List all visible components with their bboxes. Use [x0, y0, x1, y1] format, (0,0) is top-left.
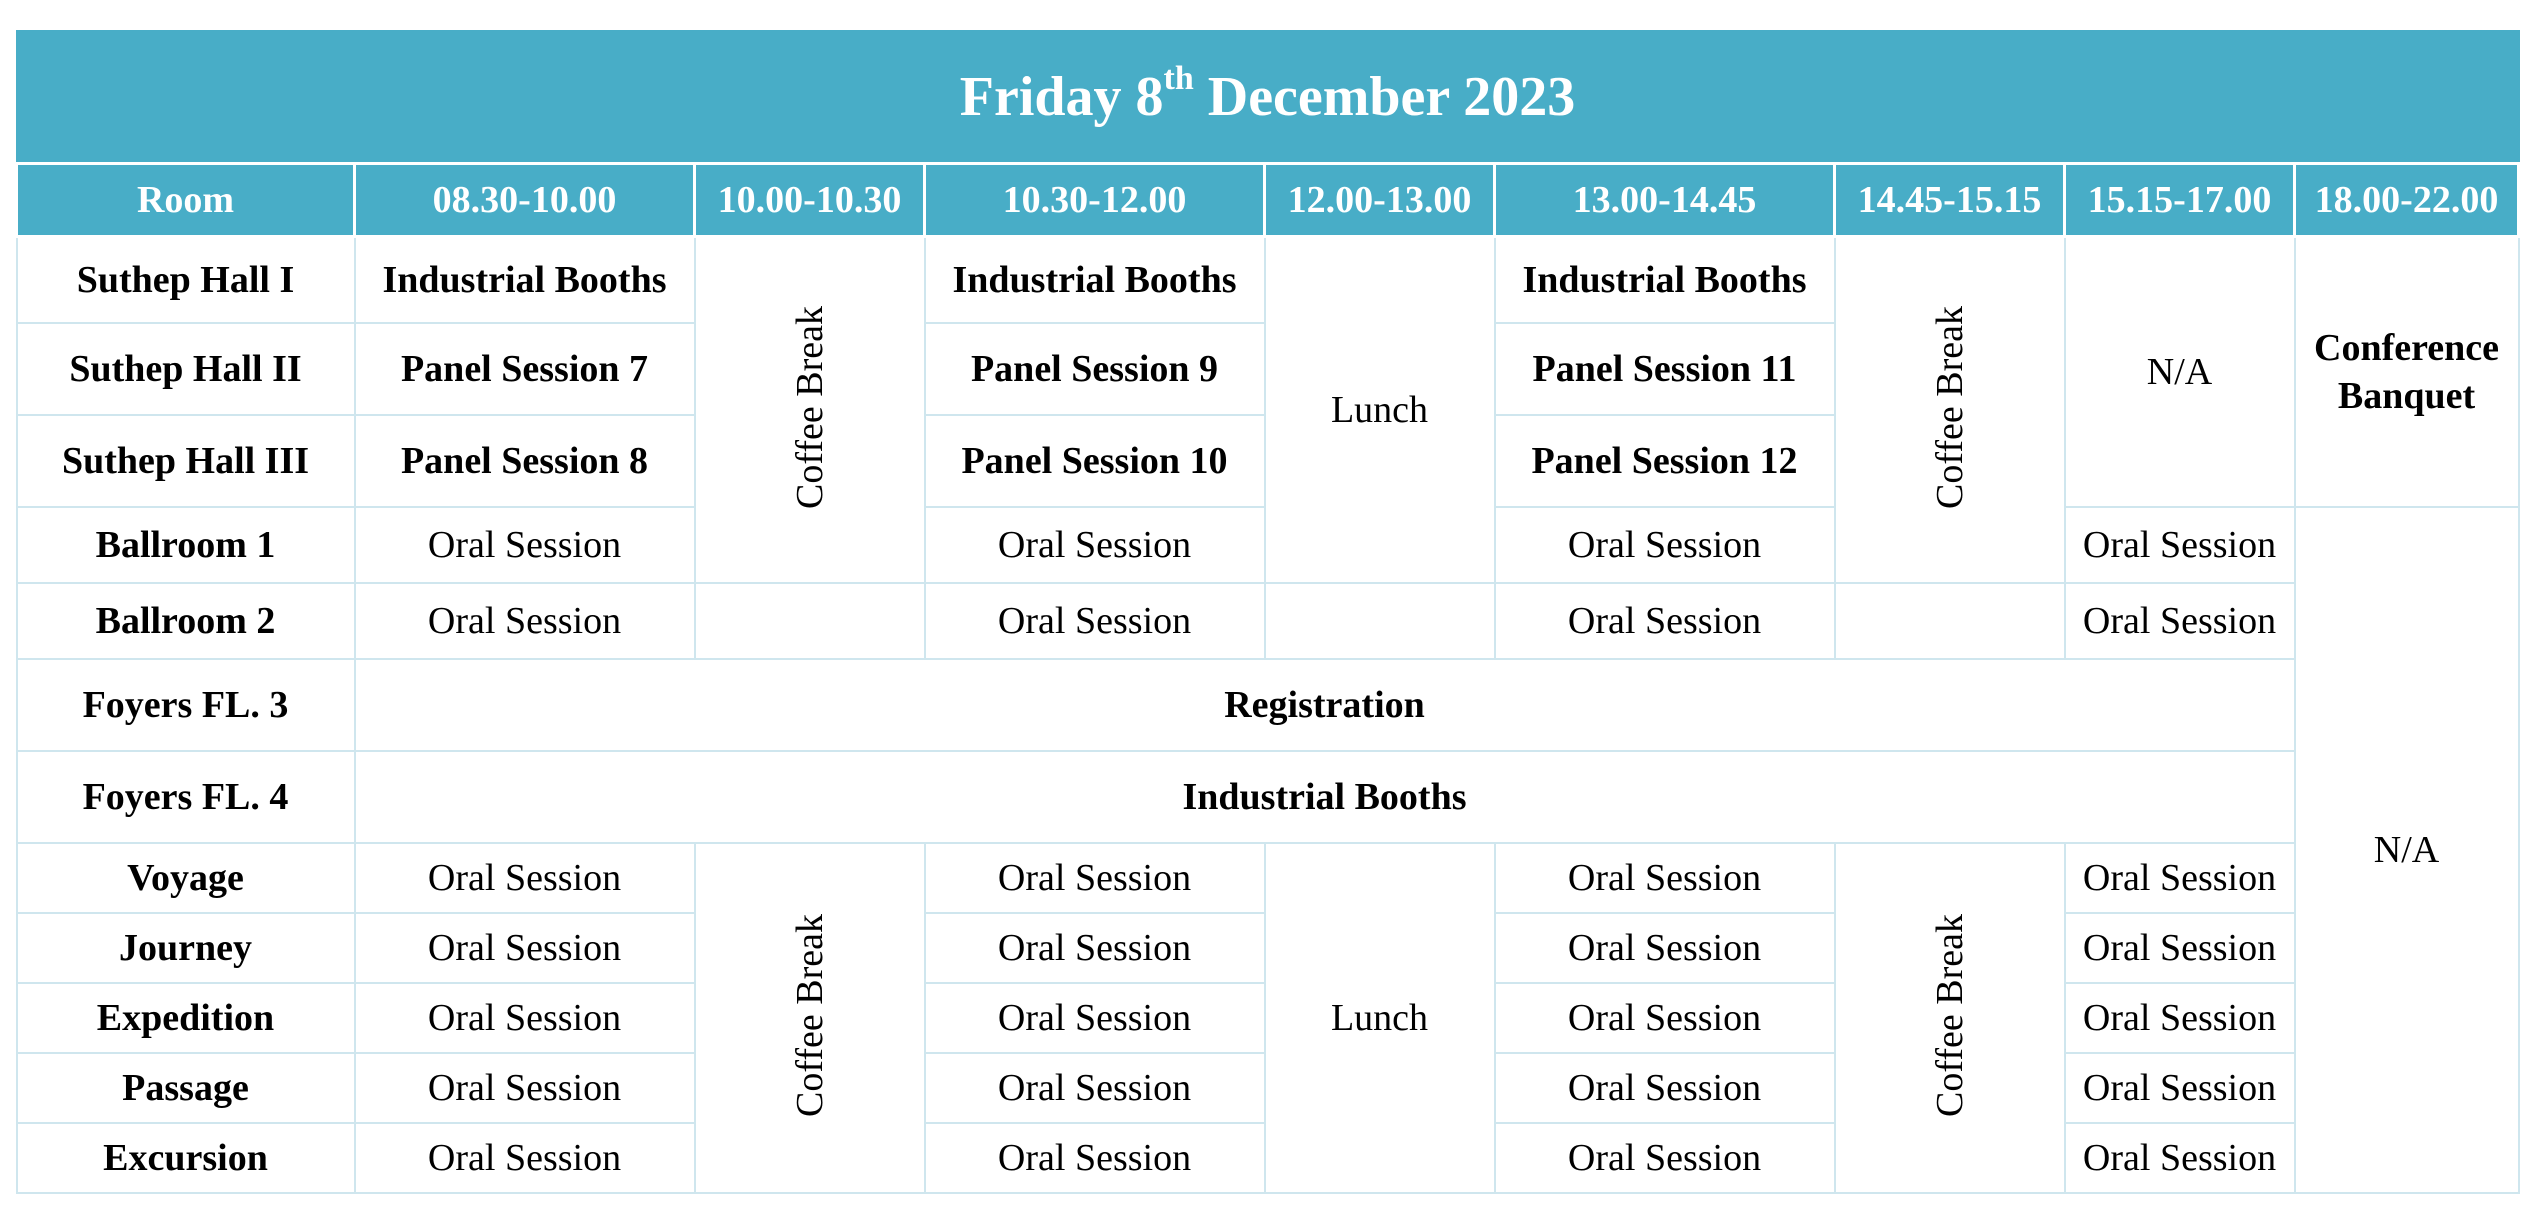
session-cell: Oral Session [2065, 1123, 2295, 1193]
session-cell: Industrial Booths [355, 237, 695, 323]
session-cell: Panel Session 10 [925, 415, 1265, 507]
na-cell: N/A [2065, 237, 2295, 507]
header-time-slot: 12.00-13.00 [1265, 164, 1495, 237]
lunch-cell: Lunch [1265, 237, 1495, 583]
header-row [17, 164, 2519, 237]
room-name: Foyers FL. 3 [17, 659, 355, 751]
header-time-slot: 14.45-15.15 [1835, 164, 2065, 237]
room-name: Expedition [17, 983, 355, 1053]
empty-cell [1265, 583, 1495, 659]
session-cell: Panel Session 8 [355, 415, 695, 507]
session-cell: Oral Session [925, 1123, 1265, 1193]
header-time-slot: 13.00-14.45 [1495, 164, 1835, 237]
na-cell: N/A [2295, 507, 2519, 1193]
session-cell: Panel Session 7 [355, 323, 695, 415]
room-name: Journey [17, 913, 355, 983]
empty-cell [1835, 583, 2065, 659]
coffee-break-cell: Coffee Break [695, 843, 925, 1193]
header-time-slot: 10.00-10.30 [695, 164, 925, 237]
session-cell: Oral Session [1495, 1053, 1835, 1123]
session-cell: Industrial Booths [925, 237, 1265, 323]
session-cell: Oral Session [355, 1123, 695, 1193]
session-cell: Oral Session [1495, 583, 1835, 659]
session-cell: Oral Session [1495, 983, 1835, 1053]
title-row [17, 31, 2519, 164]
room-name: Passage [17, 1053, 355, 1123]
room-name: Ballroom 1 [17, 507, 355, 583]
table-row [17, 237, 2519, 323]
session-cell: Oral Session [1495, 843, 1835, 913]
coffee-break-cell: Coffee Break [695, 237, 925, 583]
table-row [17, 751, 2519, 843]
session-cell: Oral Session [2065, 507, 2295, 583]
session-cell: Oral Session [2065, 913, 2295, 983]
session-cell: Oral Session [355, 507, 695, 583]
session-cell: Oral Session [355, 983, 695, 1053]
table-row [17, 843, 2519, 913]
session-cell: Panel Session 11 [1495, 323, 1835, 415]
schedule-table [15, 30, 2520, 1194]
session-cell: Oral Session [925, 1053, 1265, 1123]
session-cell: Oral Session [355, 843, 695, 913]
session-cell: Oral Session [1495, 1123, 1835, 1193]
schedule-title: Friday 8th December 2023 [17, 31, 2519, 164]
session-cell: Oral Session [1495, 507, 1835, 583]
table-row [17, 583, 2519, 659]
session-cell: Oral Session [925, 583, 1265, 659]
session-cell: Oral Session [925, 983, 1265, 1053]
empty-cell [695, 583, 925, 659]
header-room: Room [17, 164, 355, 237]
session-cell: Oral Session [2065, 843, 2295, 913]
session-cell: Oral Session [1495, 913, 1835, 983]
header-time-slot: 10.30-12.00 [925, 164, 1265, 237]
session-cell: Oral Session [355, 583, 695, 659]
coffee-break-cell: Coffee Break [1835, 843, 2065, 1193]
industrial-booths-cell: Industrial Booths [355, 751, 2295, 843]
session-cell: Oral Session [2065, 583, 2295, 659]
header-time-slot: 18.00-22.00 [2295, 164, 2519, 237]
registration-cell: Registration [355, 659, 2295, 751]
header-time-slot: 08.30-10.00 [355, 164, 695, 237]
coffee-break-cell: Coffee Break [1835, 237, 2065, 583]
room-name: Foyers FL. 4 [17, 751, 355, 843]
session-cell: Oral Session [2065, 1053, 2295, 1123]
session-cell: Oral Session [925, 507, 1265, 583]
session-cell: Panel Session 12 [1495, 415, 1835, 507]
session-cell: Panel Session 9 [925, 323, 1265, 415]
session-cell: Oral Session [925, 843, 1265, 913]
room-name: Excursion [17, 1123, 355, 1193]
header-time-slot: 15.15-17.00 [2065, 164, 2295, 237]
table-row [17, 659, 2519, 751]
conference-banquet-cell: Conference Banquet [2295, 237, 2519, 507]
room-name: Voyage [17, 843, 355, 913]
session-cell: Industrial Booths [1495, 237, 1835, 323]
room-name: Suthep Hall III [17, 415, 355, 507]
session-cell: Oral Session [2065, 983, 2295, 1053]
session-cell: Oral Session [355, 913, 695, 983]
room-name: Suthep Hall II [17, 323, 355, 415]
room-name: Ballroom 2 [17, 583, 355, 659]
session-cell: Oral Session [355, 1053, 695, 1123]
session-cell: Oral Session [925, 913, 1265, 983]
room-name: Suthep Hall I [17, 237, 355, 323]
lunch-cell: Lunch [1265, 843, 1495, 1193]
